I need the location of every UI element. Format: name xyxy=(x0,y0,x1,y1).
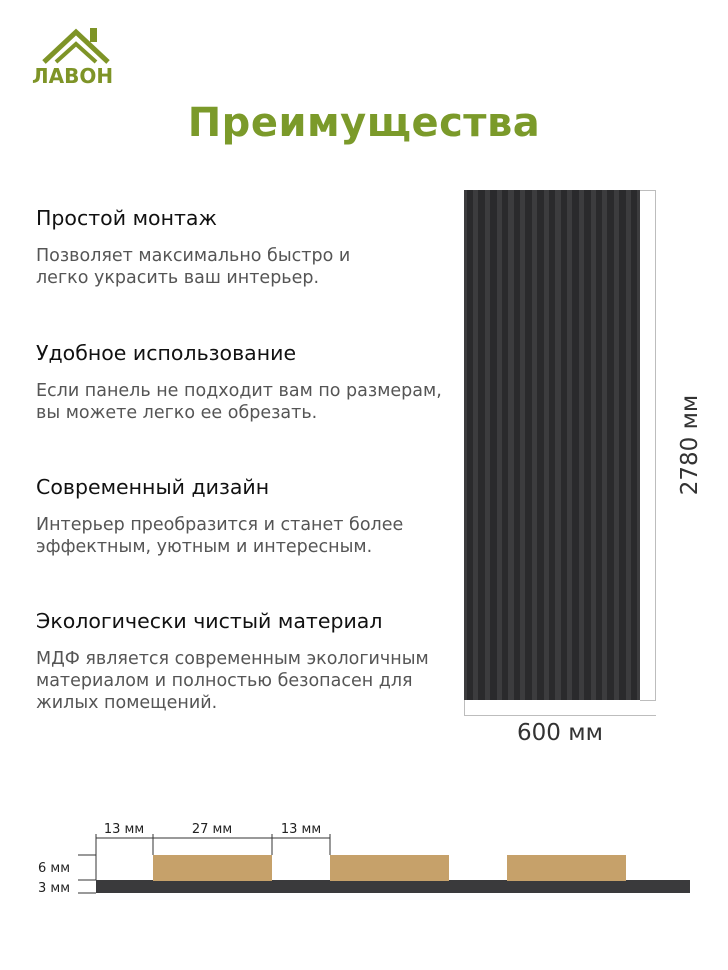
feature-title: Простой монтаж xyxy=(36,206,217,230)
feature-title: Современный дизайн xyxy=(36,475,270,499)
panel-slat xyxy=(596,190,603,700)
panel-slat xyxy=(561,190,568,700)
panel-slat xyxy=(631,190,638,700)
dimension-tick-left xyxy=(464,700,465,716)
dimension-line-width xyxy=(464,715,656,716)
panel-height-label: 2780 мм xyxy=(677,394,703,496)
feature-title: Экологически чистый материал xyxy=(36,609,383,633)
feature-modern-design xyxy=(36,475,456,558)
panel-slat xyxy=(572,190,579,700)
panel-slat xyxy=(584,190,591,700)
dimension-tick-top xyxy=(640,190,656,191)
panel-slat xyxy=(549,190,556,700)
feature-text: МДФ является современным экологичным материалом и полностью безопасен для жилых помещений. xyxy=(36,649,429,713)
panel-slat xyxy=(537,190,544,700)
panel-width-label: 600 мм xyxy=(517,720,603,746)
feature-convenient-use xyxy=(36,341,456,424)
profile-base xyxy=(96,880,690,893)
wall-panel-image xyxy=(464,190,640,700)
panel-slat xyxy=(467,190,474,700)
gap-label-left: 13 мм xyxy=(103,822,145,837)
profile-slat xyxy=(330,855,449,881)
feature-eco-material xyxy=(36,609,456,714)
panel-slat xyxy=(490,190,497,700)
brand-logo xyxy=(32,22,122,94)
logo-text: ЛАВОН xyxy=(32,64,114,88)
page-title: Преимущества xyxy=(187,100,541,146)
feature-title: Удобное использование xyxy=(36,341,297,365)
profile-slat xyxy=(153,855,272,881)
slat-height-label: 6 мм xyxy=(38,861,71,876)
base-height-label: 3 мм xyxy=(38,881,71,896)
panel-slat xyxy=(502,190,509,700)
slat-width-label: 27 мм xyxy=(191,822,233,837)
feature-easy-install xyxy=(36,206,456,289)
panel-slat xyxy=(619,190,626,700)
panel-slat xyxy=(478,190,485,700)
profile-slat xyxy=(507,855,626,881)
dimension-tick-bottom xyxy=(640,700,656,701)
gap-label-right: 13 мм xyxy=(280,822,322,837)
house-roof-icon xyxy=(38,22,116,66)
panel-slat xyxy=(607,190,614,700)
feature-text: Интерьер преобразится и станет более эффектным, уютным и интересным. xyxy=(36,515,404,557)
profile-cross-section xyxy=(0,800,728,910)
feature-text: Позволяет максимально быстро и легко украсить ваш интерьер. xyxy=(36,246,351,288)
feature-text: Если панель не подходит вам по размерам, вы можете легко ее обрезать. xyxy=(36,381,442,423)
dimension-line-height xyxy=(655,190,656,701)
panel-slat xyxy=(525,190,532,700)
panel-slat xyxy=(514,190,521,700)
